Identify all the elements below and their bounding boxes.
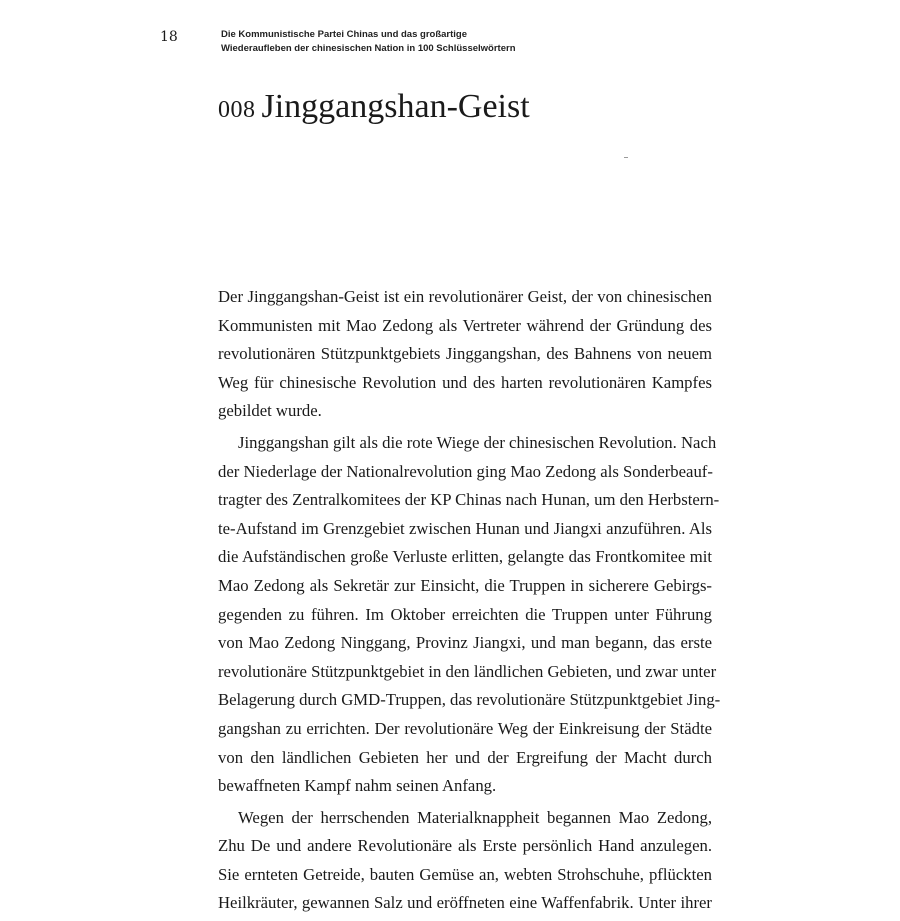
text-line: Sie ernteten Getreide, bauten Gemüse an, webten Strohschuhe, pflückten	[218, 864, 712, 884]
text-line: von Mao Zedong Ninggang, Provinz Jiangxi, und man begann, das erste	[218, 633, 712, 653]
text-line: Weg für chinesische Revolution und des harten revolutionären Kampfes	[218, 372, 712, 392]
chapter-number: 008	[218, 97, 256, 123]
running-head-line-1: Die Kommunistische Partei Chinas und das großartige	[221, 29, 467, 40]
text-line: gegenden zu führen. Im Oktober erreichten die Truppen unter Führung	[218, 604, 712, 624]
running-head-line-2: Wiederaufleben der chinesischen Nation in 100 Schlüsselwörtern	[221, 43, 516, 54]
paragraph-1	[218, 283, 712, 426]
text-line: von den ländlichen Gebieten her und der Ergreifung der Macht durch	[218, 747, 712, 767]
paragraph-2	[218, 429, 721, 801]
text-line: revolutionären Stützpunktgebiets Jinggangshan, des Bahnens von neuem	[218, 344, 712, 364]
text-line: Zhu De und andere Revolutionäre als Erste persönlich Hand anzulegen.	[218, 836, 712, 856]
running-head	[221, 28, 516, 56]
text-line: der Niederlage der Nationalrevolution ging Mao Zedong als Sonderbeauf-	[218, 461, 713, 481]
text-line: tragter des Zentralkomitees der KP Chinas nach Hunan, um den Herbstern-	[218, 490, 720, 510]
text-line: Wegen der herrschenden Materialknappheit begannen Mao Zedong,	[238, 807, 712, 827]
text-line: bewaffneten Kampf nahm seinen Anfang.	[218, 776, 497, 796]
text-line: Heilkräuter, gewannen Salz und eröffneten eine Waffenfabrik. Unter ihrer	[218, 893, 712, 913]
text-line: Kommunisten mit Mao Zedong als Vertreter während der Gründung des	[218, 315, 712, 335]
page-number: 18	[160, 29, 178, 45]
print-speck	[624, 157, 628, 158]
chapter-heading	[218, 88, 530, 126]
text-line: gangshan zu errichten. Der revolutionäre Weg der Einkreisung der Städte	[218, 718, 712, 738]
text-line: Belagerung durch GMD-Truppen, das revolutionäre Stützpunktgebiet Jing-	[218, 690, 721, 710]
text-line: Mao Zedong als Sekretär zur Einsicht, die Truppen in sicherere Gebirgs-	[218, 575, 712, 595]
text-line: gebildet wurde.	[218, 401, 322, 421]
body-text	[218, 283, 721, 921]
text-line: revolutionäre Stützpunktgebiet in den ländlichen Gebieten, und zwar unter	[218, 661, 717, 681]
text-line: Jinggangshan gilt als die rote Wiege der chinesischen Revolution. Nach	[238, 432, 717, 452]
paragraph-3	[218, 804, 712, 918]
text-line: Der Jinggangshan-Geist ist ein revolutionärer Geist, der von chinesischen	[218, 287, 712, 306]
text-line: die Aufständischen große Verluste erlitten, gelangte das Frontkomitee mit	[218, 547, 712, 567]
chapter-title: Jinggangshan-Geist	[261, 88, 530, 125]
text-line: te-Aufstand im Grenzgebiet zwischen Hunan und Jiangxi anzuführen. Als	[218, 518, 712, 538]
